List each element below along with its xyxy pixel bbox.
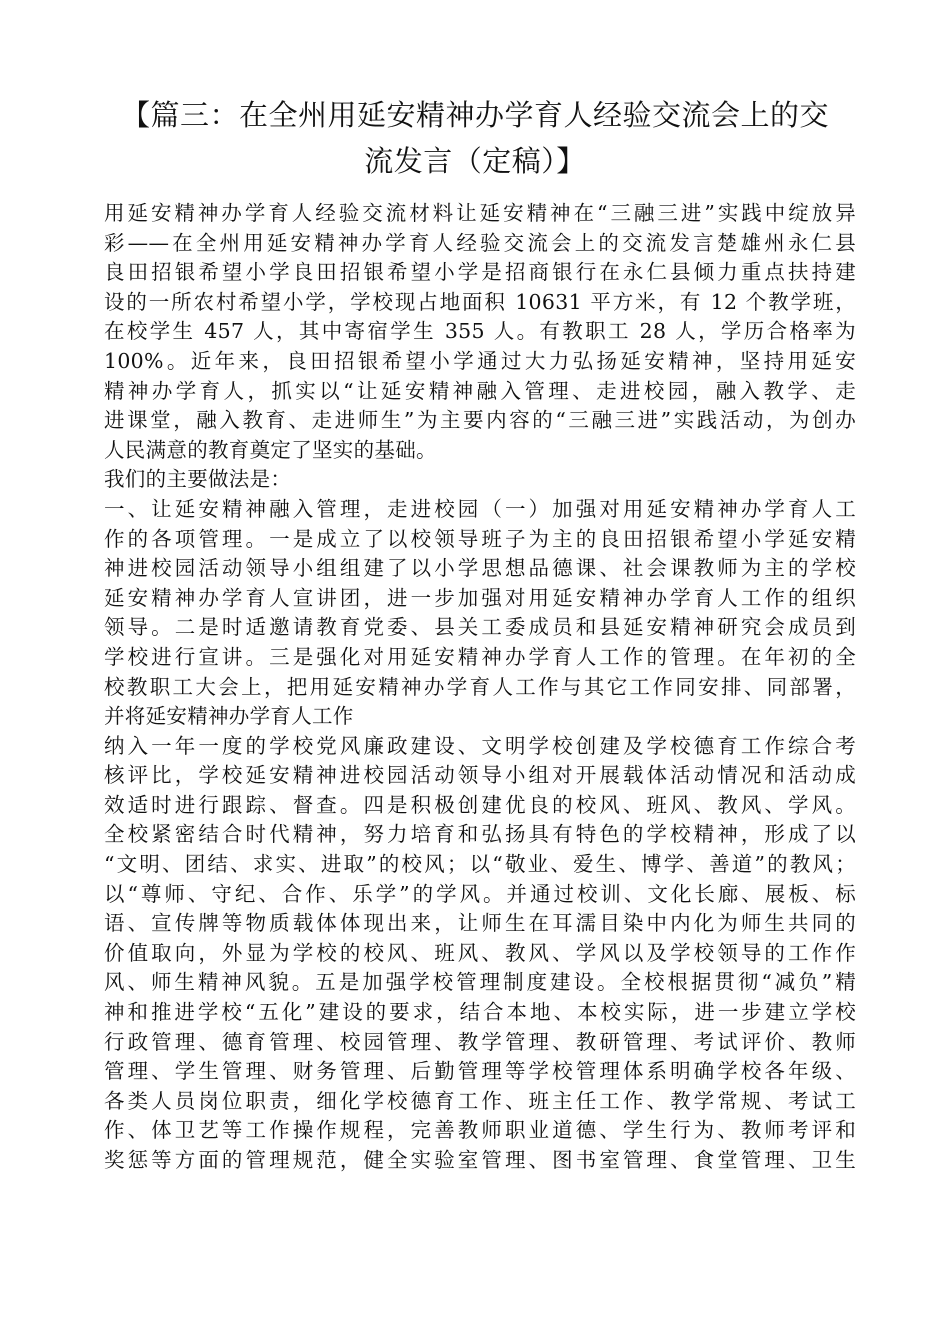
body-line: 用延安精神办学育人经验交流材料让延安精神在“三融三进”实践中绽放异 <box>104 201 856 225</box>
body-line: 以“尊师、守纪、合作、乐学”的学风。并通过校训、文化长廊、展板、标 <box>104 881 856 906</box>
body-line: 校教职工大会上，把用延安精神办学育人工作与其它工作同安排、同部署， <box>104 674 856 699</box>
title-line: 【篇三：在全州用延安精神办学育人经验交流会上的交 <box>120 98 829 132</box>
body-line: 各类人员岗位职责，细化学校德育工作、班主任工作、教学常规、考试工 <box>104 1088 856 1113</box>
body-line: 设的一所农村希望小学，学校现占地面积 10631 平方米，有 12 个教学班， <box>104 289 856 314</box>
body-line: 语、宣传牌等物质载体体现出来，让师生在耳濡目染中内化为师生共同的 <box>104 911 856 936</box>
body-line: 学校进行宣讲。三是强化对用延安精神办学育人工作的管理。在年初的全 <box>104 644 856 669</box>
body-line: “文明、团结、求实、进取”的校风；以“敬业、爱生、博学、善道”的教风； <box>104 852 856 877</box>
body-line: 价值取向，外显为学校的校风、班风、教风、学风以及学校领导的工作作 <box>104 940 856 965</box>
document-body <box>104 199 856 1176</box>
body-line: 神进校园活动领导小组组建了以小学思想品德课、社会课教师为主的学校 <box>104 556 856 581</box>
body-line: 良田招银希望小学良田招银希望小学是招商银行在永仁县倾力重点扶持建 <box>104 260 856 285</box>
body-line: 纳入一年一度的学校党风廉政建设、文明学校创建及学校德育工作综合考 <box>104 733 856 758</box>
body-line: 奖惩等方面的管理规范，健全实验室管理、图书室管理、食堂管理、卫生 <box>104 1148 856 1172</box>
body-line: 一、让延安精神融入管理，走进校园（一）加强对用延安精神办学育人工 <box>104 496 856 521</box>
body-line: 精神办学育人，抓实以“让延安精神融入管理、走进校园，融入教学、走 <box>104 378 856 403</box>
body-line: 延安精神办学育人宣讲团，进一步加强对用延安精神办学育人工作的组织 <box>104 585 856 610</box>
body-line: 行政管理、德育管理、校园管理、教学管理、教研管理、考试评价、教师 <box>104 1029 856 1054</box>
body-line: 在校学生 457 人，其中寄宿学生 355 人。有教职工 28 人，学历合格率为 <box>104 319 856 344</box>
body-line: 彩——在全州用延安精神办学育人经验交流会上的交流发言楚雄州永仁县 <box>104 230 856 255</box>
body-line: 我们的主要做法是： <box>104 467 292 492</box>
body-line: 领导。二是时适邀请教育党委、县关工委成员和县延安精神研究会成员到 <box>104 615 856 640</box>
body-line: 风、师生精神风貌。五是加强学校管理制度建设。全校根据贯彻“减负”精 <box>104 970 856 995</box>
body-line: 作的各项管理。一是成立了以校领导班子为主的良田招银希望小学延安精 <box>104 526 856 551</box>
body-line: 核评比，学校延安精神进校园活动领导小组对开展载体活动情况和活动成 <box>104 763 856 788</box>
body-line: 作、体卫艺等工作操作规程，完善教师职业道德、学生行为、教师考评和 <box>104 1118 856 1143</box>
document-title <box>95 92 855 184</box>
body-line: 进课堂，融入教育、走进师生”为主要内容的“三融三进”实践活动，为创办 <box>104 408 856 433</box>
body-line: 100%。近年来，良田招银希望小学通过大力弘扬延安精神，坚持用延安 <box>104 348 856 373</box>
body-line: 人民满意的教育奠定了坚实的基础。 <box>104 437 437 462</box>
title-line: 流发言（定稿）】 <box>364 144 586 178</box>
body-line: 全校紧密结合时代精神，努力培育和弘扬具有特色的学校精神，形成了以 <box>104 822 856 847</box>
body-line: 管理、学生管理、财务管理、后勤管理等学校管理体系明确学校各年级、 <box>104 1059 856 1084</box>
body-line: 效适时进行跟踪、督查。四是积极创建优良的校风、班风、教风、学风。 <box>104 792 856 817</box>
body-line: 并将延安精神办学育人工作 <box>104 704 354 729</box>
body-line: 神和推进学校“五化”建设的要求，结合本地、本校实际，进一步建立学校 <box>104 1000 856 1025</box>
